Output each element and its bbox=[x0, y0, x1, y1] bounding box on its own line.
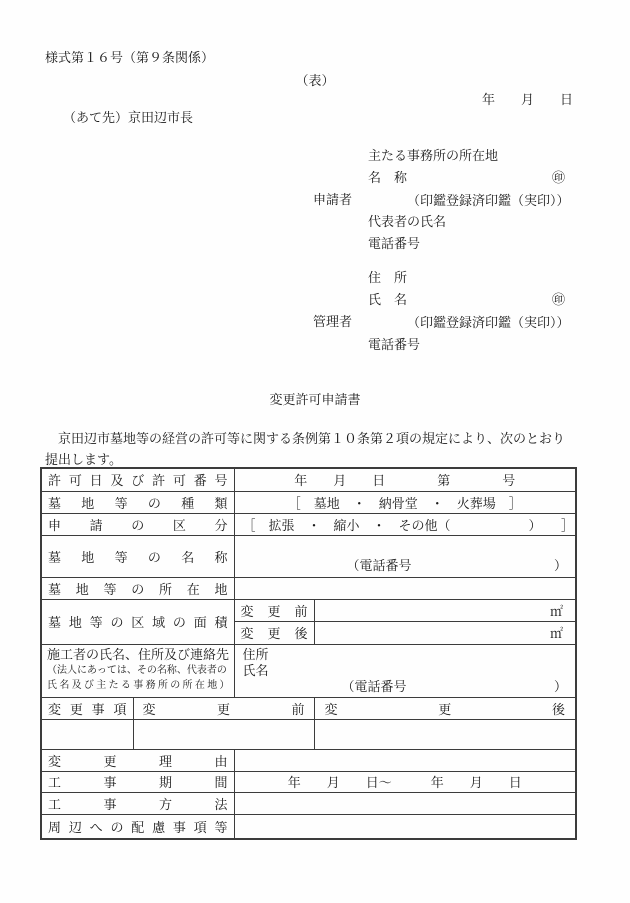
area-label: 墓地等の区域の面積 bbox=[48, 615, 228, 630]
area-after-label: 変更後 bbox=[240, 626, 308, 641]
intro-line-1: 京田辺市墓地等の経営の許可等に関する条例第１０条第２項の規定により、次のとおり bbox=[45, 431, 566, 446]
table-row bbox=[41, 577, 576, 599]
contractor-note-line1: （法人にあっては、その名称、代表者の bbox=[47, 664, 227, 676]
form-number: 様式第１６号（第９条関係） bbox=[45, 50, 215, 65]
manager-name-line bbox=[368, 289, 565, 308]
contractor-name-label: 氏名 bbox=[242, 662, 269, 678]
seal-mark-icon: ㊞ bbox=[551, 292, 565, 307]
table-row bbox=[41, 719, 576, 749]
application-table bbox=[40, 467, 577, 840]
date-line: 年 月 日 bbox=[481, 92, 573, 107]
change-item-header: 変更事項 bbox=[48, 701, 127, 717]
applicant-representative-label: 代表者の氏名 bbox=[368, 214, 447, 229]
seal-mark-icon: ㊞ bbox=[551, 170, 565, 185]
application-category-label: 申請の区分 bbox=[48, 517, 228, 533]
change-before-header: 変 更 前 bbox=[142, 701, 305, 717]
document-title: 変更許可申請書 bbox=[269, 392, 361, 407]
change-item-field bbox=[41, 719, 133, 749]
surroundings-consideration-label: 周辺への配慮事項等 bbox=[48, 819, 228, 835]
construction-method-label: 工事方法 bbox=[48, 796, 228, 812]
table-row bbox=[41, 644, 576, 697]
phone-open-label: （電話番号 bbox=[346, 557, 412, 573]
addressee: （あて先）京田辺市長 bbox=[63, 110, 194, 125]
applicant-role-label: 申請者 bbox=[313, 192, 353, 207]
contractor-note-line2: 氏名及び主たる事務所の所在地） bbox=[47, 679, 230, 691]
side-label: （表） bbox=[295, 73, 335, 88]
area-after-unit: ㎡ bbox=[550, 626, 564, 641]
change-reason-label: 変更理由 bbox=[48, 753, 228, 769]
area-before-label: 変更前 bbox=[240, 603, 308, 619]
applicant-name-line bbox=[368, 167, 565, 186]
change-before-field bbox=[133, 719, 314, 749]
applicant-telephone-label: 電話番号 bbox=[368, 236, 421, 251]
change-after-header: 変 更 後 bbox=[324, 701, 566, 717]
cemetery-type-options: ［ 墓地 ・ 納骨堂 ・ 火葬場 ］ bbox=[287, 495, 522, 511]
area-before-unit: ㎡ bbox=[550, 603, 564, 619]
manager-seal-note: （印鑑登録済印鑑（実印）） bbox=[407, 315, 570, 330]
cemetery-name-label: 墓地等の名称 bbox=[48, 549, 228, 565]
cemetery-location-label: 墓地等の所在地 bbox=[48, 581, 228, 597]
table-row bbox=[41, 771, 576, 792]
phone-close-label: ） bbox=[554, 557, 568, 573]
contractor-label: 施工者の氏名、住所及び連絡先 （法人にあっては、その名称、代表者の 氏名及び主たる事務所の所在地） bbox=[47, 646, 230, 691]
phone-open-label: （電話番号 bbox=[341, 678, 407, 694]
applicant-name-label: 名 称 bbox=[368, 170, 408, 185]
applicant-seal-note: （印鑑登録済印鑑（実印）） bbox=[407, 193, 570, 208]
permit-date-number-label: 許可日及び許可番号 bbox=[48, 473, 228, 489]
construction-period-label: 工事期間 bbox=[48, 775, 228, 790]
applicant-office-label: 主たる事務所の所在地 bbox=[368, 148, 499, 163]
table-row bbox=[41, 814, 576, 839]
manager-telephone-label: 電話番号 bbox=[368, 337, 421, 352]
table-row bbox=[41, 535, 576, 577]
table-row bbox=[41, 697, 576, 719]
intro-line-2: 提出します。 bbox=[45, 452, 122, 467]
table-row bbox=[41, 749, 576, 771]
manager-name-label: 氏 名 bbox=[368, 292, 408, 307]
table-row bbox=[41, 599, 576, 621]
cemetery-type-label: 墓地等の種類 bbox=[48, 495, 228, 511]
phone-close-label: ） bbox=[554, 678, 568, 694]
manager-role-label: 管理者 bbox=[313, 314, 353, 329]
table-row bbox=[41, 792, 576, 814]
manager-address-label: 住 所 bbox=[368, 270, 408, 285]
application-category-options: ［ 拡張 ・ 縮小 ・ その他（ ） ］ bbox=[242, 517, 575, 533]
construction-period-value: 年 月 日～ 年 月 日 bbox=[287, 775, 522, 790]
permit-date-number-value: 年 月 日 第 号 bbox=[294, 473, 516, 489]
contractor-field bbox=[235, 645, 576, 697]
table-row bbox=[41, 491, 576, 513]
change-after-field bbox=[314, 719, 576, 749]
contractor-address-label: 住所 bbox=[242, 646, 269, 662]
table-row bbox=[41, 513, 576, 535]
cemetery-name-field bbox=[235, 536, 576, 577]
table-row bbox=[41, 468, 576, 491]
